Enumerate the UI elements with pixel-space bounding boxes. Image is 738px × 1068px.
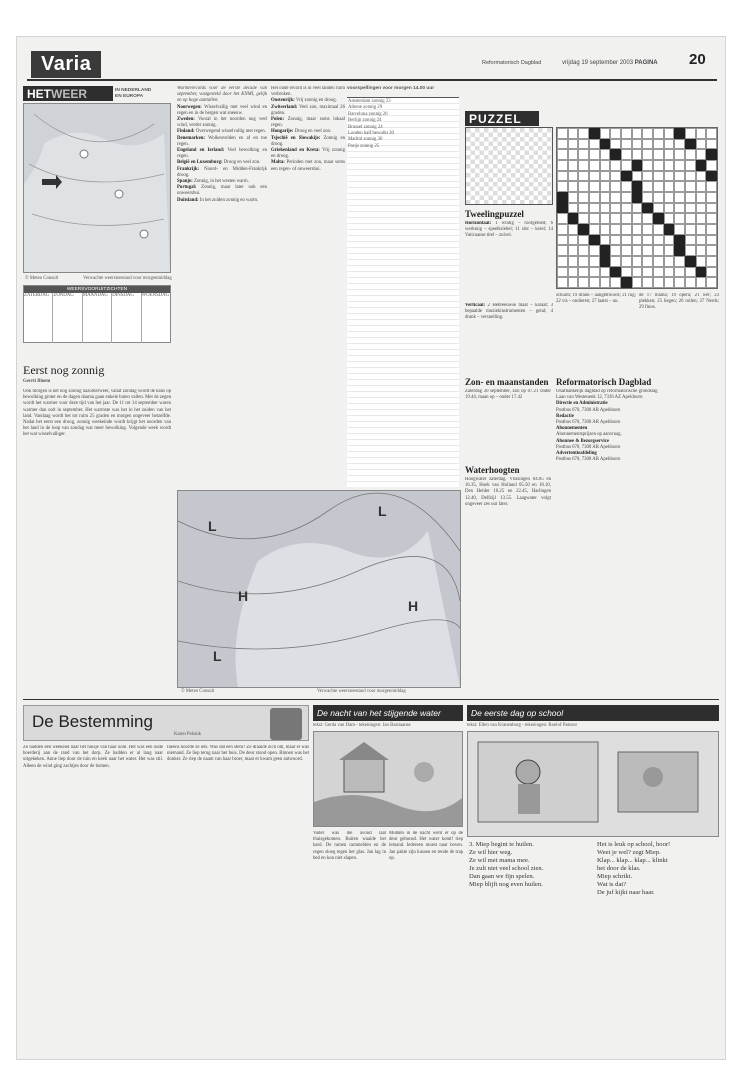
crossword-cell	[685, 160, 696, 171]
crossword-cell	[589, 245, 600, 256]
crossword-cell	[621, 160, 632, 171]
crossword-cell	[653, 224, 664, 235]
crossword-cell	[578, 171, 589, 182]
crossword-cell	[610, 181, 621, 192]
crossword-cell	[664, 181, 675, 192]
crossword-cell	[589, 267, 600, 278]
crossword-cell	[696, 267, 707, 278]
crossword-cell	[589, 149, 600, 160]
crossword-cell	[610, 149, 621, 160]
crossword-cell	[696, 235, 707, 246]
crossword-cell	[568, 160, 579, 171]
crossword-cell	[621, 235, 632, 246]
crossword-cell	[642, 192, 653, 203]
crossword-cell	[664, 256, 675, 267]
crossword-cell	[568, 149, 579, 160]
crossword-cell	[696, 245, 707, 256]
crossword-cell	[706, 267, 717, 278]
forecast-title: WEERSVOORUITZICHTEN	[24, 286, 170, 293]
crossword-cell	[600, 245, 611, 256]
crossword-cell	[696, 256, 707, 267]
crossword-cell	[653, 139, 664, 150]
section-title: Varia	[31, 51, 101, 78]
forecast-table	[23, 285, 171, 343]
crossword-cell	[578, 213, 589, 224]
crossword-cell	[685, 245, 696, 256]
crossword-cell	[600, 160, 611, 171]
crossword-cell	[696, 224, 707, 235]
weather-map-europe	[23, 103, 171, 273]
crossword-cell	[696, 277, 707, 288]
page-number: 20	[689, 51, 706, 68]
forecast-day: WOENSDAG	[141, 293, 170, 298]
crossword-cell	[706, 203, 717, 214]
table-row: Parijs zonnig 25	[348, 143, 380, 149]
city-temperature-table	[347, 97, 459, 487]
crossword-cell	[642, 181, 653, 192]
crossword-cell	[610, 128, 621, 139]
crossword-cell	[600, 192, 611, 203]
crossword-cell	[642, 277, 653, 288]
crossword-cell	[674, 203, 685, 214]
crossword-cell	[642, 171, 653, 182]
forecast-day: DINSDAG	[112, 293, 141, 343]
puzzle-decoration	[465, 127, 553, 205]
crossword-cell	[706, 245, 717, 256]
story-illustration	[313, 731, 463, 827]
crossword-cell	[578, 235, 589, 246]
crossword-cell	[706, 277, 717, 288]
crossword-cell	[664, 213, 675, 224]
crossword-cell	[589, 128, 600, 139]
crossword-cell	[557, 139, 568, 150]
crossword-cell	[621, 149, 632, 160]
crossword-cell	[632, 213, 643, 224]
crossword-cell	[706, 256, 717, 267]
crossword-cell	[610, 139, 621, 150]
pressure-map-caption: Verwachte weerstoestand voor morgenmiddag	[317, 689, 406, 694]
crossword-cell	[621, 213, 632, 224]
crossword-cell	[632, 192, 643, 203]
crossword-cell	[674, 192, 685, 203]
crossword-cell	[557, 149, 568, 160]
crossword-cell	[696, 192, 707, 203]
crossword-cell	[653, 203, 664, 214]
weather-map-caption: Verwachte weerstoestand voor morgenmiddag	[83, 276, 172, 281]
serial-body-col-1: Ze hadden een weekend naar het huisje van haar oom. Het was een oude boerderij aan de rand van het dorp. Ze hadden er al lang naar uitgekeken. Anne liep door de tuin en keek naar het water. Het was stil. Alleen de wind ging zachtjes door de bomen.	[23, 745, 163, 769]
weather-records-column: Warmterecords voor de eerste decade van september, vastgesteld door het KNMI, gelijk en op hoge aantallen. Noorwegen: Wisselvallig met veel wind en regen en in de bergen wat sneeuw. Zweden: Vooral in het noorden nog veel wind, verder zonnig. Finland: Overwegend wisselvallig met regen. Denemarken: Wolkenvelden en af en toe regen. Engeland en Ierland: Veel bewolking en regen. België en Luxemburg: Droog en veel zon. Frankrijk: Noord- en Midden-Frankrijk droog. Spanje: Zonnig, in het westen warm. Portugal: Zonnig, maar later ook een onweersbui. Duitsland: In het zuiden zonnig en warm.	[177, 86, 267, 203]
crossword-cell	[642, 224, 653, 235]
crossword-cell	[685, 235, 696, 246]
crossword-cell	[578, 256, 589, 267]
crossword-cell	[600, 203, 611, 214]
crossword-cell	[653, 128, 664, 139]
crossword-cell	[557, 245, 568, 256]
date-line: vrijdag 19 september 2003 PAGINA	[562, 60, 658, 66]
article-headline: Eerst nog zonnig	[23, 363, 105, 377]
crossword-cell	[557, 235, 568, 246]
crossword-cell	[589, 256, 600, 267]
crossword-cell	[557, 213, 568, 224]
crossword-cell	[696, 139, 707, 150]
crossword-cell	[674, 267, 685, 278]
crossword-cell	[632, 267, 643, 278]
crossword-cell	[685, 213, 696, 224]
crossword-cell	[600, 277, 611, 288]
crossword-cell	[664, 160, 675, 171]
crossword-cell	[610, 256, 621, 267]
crossword-cell	[642, 256, 653, 267]
story-banner: De nacht van het stijgende water	[313, 705, 463, 721]
crossword-cell	[621, 181, 632, 192]
crossword-cell	[621, 267, 632, 278]
crossword-cell	[621, 256, 632, 267]
crossword-cell	[578, 149, 589, 160]
crossword-cell	[664, 192, 675, 203]
crossword-cell	[632, 128, 643, 139]
crossword-cell	[674, 213, 685, 224]
weather-pressure-map	[177, 490, 461, 688]
crossword-cell	[578, 128, 589, 139]
crossword-cell	[600, 139, 611, 150]
forecast-day: MAANDAG	[83, 293, 112, 343]
water-levels-title: Waterhoogten	[465, 465, 520, 475]
crossword-cell	[610, 160, 621, 171]
crossword-cell	[557, 171, 568, 182]
poem-col-1: 3. Miep begint te huilen. Ze wil hier weg. Ze wil met mama mee. Je zult niet veel school zien. Dan gaan we fijn spelen. Miep blijft nog even huilen.	[469, 841, 544, 888]
crossword-cell	[578, 224, 589, 235]
crossword-cell	[578, 267, 589, 278]
puzzle-vertical-clues: Verticaal: 2 Hebreeuwse maat – karaat; 3 bepaalde muziekinstrumenten – getal; 4 drank – versnelling.	[465, 303, 553, 321]
crossword-cell	[568, 139, 579, 150]
crossword-cell	[696, 160, 707, 171]
crossword-cell	[568, 213, 579, 224]
crossword-cell	[685, 128, 696, 139]
pressure-label: L	[208, 518, 217, 534]
crossword-cell	[610, 235, 621, 246]
crossword-cell	[557, 181, 568, 192]
crossword-cell	[664, 171, 675, 182]
crossword-cell	[578, 139, 589, 150]
puzzle-clues-cont-2: de 17 mama; 19 opera; 21 wet; 23 plekken; 25 liegen; 26 rollen; 27 Nerds; 29 finns.	[639, 293, 719, 311]
crossword-cell	[685, 171, 696, 182]
colophon-body: Onafhankelijk dagblad op reformatorische grondslag Laan van Westenenk 12, 7336 AZ Apeldoorn Directie en Administratie Postbus 670, 7300 AR Apeldoorn Redactie Postbus 670, 7300 AR Apeldoorn Abonnementen Abonnementsprijzen op aanvraag. Abonnee & Bezorgservice Postbus 670, 7300 AR Apeldoorn Advertentieafdeling Postbus 670, 7300 AR Apeldoorn	[556, 389, 658, 463]
crossword-cell	[674, 139, 685, 150]
crossword-cell	[632, 277, 643, 288]
comic-banner: De eerste dag op school	[467, 705, 719, 721]
crossword-cell	[568, 181, 579, 192]
crossword-cell	[685, 192, 696, 203]
crossword-cell	[568, 256, 579, 267]
crossword-cell	[632, 149, 643, 160]
crossword-cell	[664, 128, 675, 139]
crossword-cell	[578, 192, 589, 203]
crossword-cell	[632, 245, 643, 256]
crossword-cell	[642, 245, 653, 256]
serial-title: De Bestemming	[32, 712, 153, 731]
crossword-cell	[653, 277, 664, 288]
crossword-cell	[664, 277, 675, 288]
crossword-cell	[674, 181, 685, 192]
pressure-label: L	[378, 503, 387, 519]
crossword-cell	[589, 192, 600, 203]
crossword-cell	[557, 192, 568, 203]
crossword-cell	[653, 160, 664, 171]
crossword-cell	[632, 235, 643, 246]
crossword-cell	[589, 181, 600, 192]
crossword-cell	[664, 139, 675, 150]
crossword-cell	[589, 235, 600, 246]
crossword-cell	[685, 224, 696, 235]
crossword-cell	[685, 277, 696, 288]
crossword-cell	[674, 256, 685, 267]
crossword-cell	[568, 128, 579, 139]
crossword-cell	[642, 267, 653, 278]
crossword-cell	[621, 245, 632, 256]
crossword-cell	[557, 224, 568, 235]
crossword-cell	[685, 149, 696, 160]
crossword-cell	[610, 224, 621, 235]
crossword-cell	[589, 224, 600, 235]
crossword-cell	[632, 224, 643, 235]
crossword-cell	[653, 192, 664, 203]
weather-map-credit: © Meteo Consult	[25, 276, 59, 281]
crossword-cell	[600, 128, 611, 139]
crossword-cell	[685, 203, 696, 214]
table-row: Amsterdam zonnig 23	[348, 99, 391, 104]
crossword-cell	[696, 171, 707, 182]
crossword-cell	[674, 171, 685, 182]
weather-records-column-2: Het oude record is in veel landen ruim verbroken. Oostenrijk: Vrij zonnig en droog. Zwitserland: Veel zon, maximaal 26 graden. Polen: Zonnig, maar soms lokaal regen. Hongarije: Droog en veel zon. Tsjechië en Slowakije: Zonnig en droog. Griekenland en Kreta: Vrij zonnig en droog. Malta: Perioden met zon, maar soms een regen- of onweersbui.	[271, 86, 345, 172]
section-divider	[23, 699, 719, 700]
pressure-label: H	[408, 598, 419, 614]
crossword-cell	[610, 171, 621, 182]
crossword-cell	[685, 139, 696, 150]
crossword-cell	[568, 267, 579, 278]
crossword-cell	[632, 203, 643, 214]
crossword-cell	[589, 139, 600, 150]
crossword-cell	[706, 181, 717, 192]
crossword-cell	[696, 213, 707, 224]
serial-banner	[23, 705, 309, 741]
weather-subtitle: IN NEDERLAND EN EUROPA	[115, 88, 152, 100]
crossword-cell	[589, 277, 600, 288]
crossword-cell	[589, 203, 600, 214]
city-table-title: voorspellingen voor morgen 14.00 uur	[347, 86, 435, 91]
crossword-cell	[557, 128, 568, 139]
crossword-cell	[600, 181, 611, 192]
crossword-grid	[556, 127, 718, 289]
pressure-label: H	[238, 588, 249, 604]
newspaper-name: Reformatorisch Dagblad	[482, 60, 542, 66]
table-row: Berlijn zonnig 24	[348, 118, 382, 124]
city-table-rows	[347, 98, 459, 151]
crossword-cell	[664, 245, 675, 256]
story-credits: tekst: Gerda van Dam - tekeningen: Jan Bastiaanse	[313, 723, 411, 728]
crossword-cell	[568, 203, 579, 214]
crossword-cell	[674, 245, 685, 256]
crossword-cell	[578, 181, 589, 192]
crossword-cell	[557, 160, 568, 171]
crossword-cell	[578, 203, 589, 214]
crossword-cell	[642, 235, 653, 246]
crossword-cell	[578, 245, 589, 256]
crossword-cell	[632, 160, 643, 171]
crossword-cell	[610, 213, 621, 224]
crossword-cell	[706, 213, 717, 224]
crossword-cell	[696, 181, 707, 192]
crossword-cell	[674, 128, 685, 139]
crossword-cell	[664, 267, 675, 278]
crossword-cell	[642, 139, 653, 150]
crossword-cell	[568, 245, 579, 256]
serial-author: Karen Pelsink	[174, 732, 202, 737]
crossword-cell	[696, 149, 707, 160]
crossword-cell	[568, 235, 579, 246]
colophon-title: Reformatorisch Dagblad	[556, 377, 652, 387]
story-body-col-2: Midden in de nacht werd er op de deur gebonsd. Het water komt! riep iemand. Iedereen moest naar boven. Jan pakte zijn kussen en rende de trap op.	[389, 831, 463, 861]
crossword-cell	[610, 203, 621, 214]
crossword-cell	[621, 128, 632, 139]
sun-moon-body: Zaterdag 20 september, zon op 07.21 onder 19.44, maan op – onder 17.42	[465, 389, 551, 401]
crossword-cell	[653, 235, 664, 246]
crossword-cell	[600, 267, 611, 278]
crossword-cell	[621, 192, 632, 203]
crossword-cell	[600, 149, 611, 160]
crossword-cell	[600, 224, 611, 235]
crossword-cell	[621, 277, 632, 288]
weather-logo: HETWEER	[23, 86, 113, 101]
crossword-cell	[685, 267, 696, 278]
water-levels-body: Hoogwater zaterdag. Vlissingen 04.05 en 16.35, Hoek van Holland 05.50 en 18.10, Den Helder 10.25 en 22.45, Harlingen 12.40, Delfzijl 13.55. Laagwater volgt ongeveer zes uur later.	[465, 477, 551, 507]
crossword-cell	[696, 128, 707, 139]
crossword-cell	[600, 256, 611, 267]
article-author: Gerrit Bloem	[23, 379, 51, 384]
crossword-cell	[664, 224, 675, 235]
crossword-cell	[578, 277, 589, 288]
newspaper-page	[16, 36, 726, 1060]
crossword-cell	[653, 256, 664, 267]
crossword-cell	[664, 235, 675, 246]
pressure-map-credit: © Meteo Consult	[181, 689, 215, 694]
crossword-cell	[610, 192, 621, 203]
table-row: Brussel zonnig 24	[348, 124, 383, 130]
crossword-cell	[653, 213, 664, 224]
crossword-cell	[589, 213, 600, 224]
crossword-cell	[600, 213, 611, 224]
crossword-cell	[578, 160, 589, 171]
crossword-cell	[557, 203, 568, 214]
crossword-cell	[632, 171, 643, 182]
crossword-cell	[589, 171, 600, 182]
crossword-cell	[610, 277, 621, 288]
crossword-cell	[568, 224, 579, 235]
crossword-cell	[706, 224, 717, 235]
crossword-cell	[706, 171, 717, 182]
crossword-cell	[557, 277, 568, 288]
crossword-cell	[589, 160, 600, 171]
poem-col-2: Het is leuk op school, hoor! Weet je wel? zegt Miep. Klap... klap... klap... klinkt het door de klas. Miep schrikt. Wat is dat? De juf kijkt naar haar.	[597, 841, 671, 896]
crossword-cell	[706, 139, 717, 150]
crossword-cell	[653, 149, 664, 160]
forecast-day: ZATERDAG	[24, 293, 53, 343]
story-body-col-1: Vader was die avond laat thuisgekomen. Buiten waaide het hard. De ramen rammelden en de regen sloeg tegen het glas. Jan lag in bed en kon niet slapen.	[313, 831, 386, 861]
crossword-cell	[642, 149, 653, 160]
crossword-cell	[642, 203, 653, 214]
crossword-cell	[685, 181, 696, 192]
crossword-cell	[674, 149, 685, 160]
crossword-cell	[706, 235, 717, 246]
table-row: Londen half bewolkt 20	[348, 131, 394, 137]
forecast-day: ZONDAG	[53, 293, 82, 343]
crossword-cell	[653, 245, 664, 256]
crossword-cell	[653, 267, 664, 278]
crossword-cell	[696, 203, 707, 214]
crossword-cell	[557, 267, 568, 278]
crossword-cell	[621, 203, 632, 214]
crossword-cell	[600, 235, 611, 246]
crossword-cell	[632, 256, 643, 267]
sun-moon-title: Zon- en maanstanden	[465, 377, 549, 387]
crossword-cell	[568, 171, 579, 182]
crossword-cell	[621, 224, 632, 235]
crossword-cell	[621, 139, 632, 150]
comic-illustration	[467, 731, 719, 837]
table-row: Barcelona zonnig 26	[348, 111, 388, 117]
puzzle-logo: PUZZEL	[465, 111, 539, 126]
serial-body-col-2: Ineens hoorde ze iets. Was dat een stem? Ze draaide zich om, maar er was niemand. Ze liep terug naar het huis. De deur stond open. Binnen was het donker. Ze riep de naam van haar broer, maar er kwam geen antwoord.	[167, 745, 309, 763]
pressure-label: L	[213, 648, 222, 664]
crossword-cell	[600, 171, 611, 182]
crossword-cell	[568, 277, 579, 288]
crossword-cell	[610, 245, 621, 256]
crossword-cell	[621, 171, 632, 182]
puzzle-horizontal-clues: Horizontaal: 1 wintig – roofgebied; 6 werktuig – speelkriebel; 11 slot – kerel; 14 Vaticaanse titel – zuivel.	[465, 221, 553, 239]
crossword-cell	[706, 160, 717, 171]
author-photo	[270, 708, 302, 740]
crossword-cell	[674, 277, 685, 288]
crossword-cell	[674, 160, 685, 171]
crossword-cell	[653, 181, 664, 192]
table-row: Athene zonnig 29	[348, 105, 383, 111]
table-row: Madrid zonnig 30	[348, 137, 383, 143]
crossword-cell	[632, 139, 643, 150]
crossword-cell	[632, 181, 643, 192]
article-body: Ook morgen is het nog zonnig nazomerweer, vanaf zondag wordt de kans op bewolking groter en de dagen daarna gaan enkele buien vallen. Met de zegen wordt het warmer voor deze tijd van het jaar. De 11 tot 14 september waren warmer dan ooit in september. Het warmste was het in het zuiden van het land. Vandaag wordt het tot ruim 25 graden en morgen ongeveer hetzelfde. Nadat het eerst een droog, zonnig weekeinde wordt krijgt het noorden van het land in de loop van zondag wat meer bewolking. Volgende week wordt het wat wisselvalliger.	[23, 389, 171, 438]
crossword-cell	[610, 267, 621, 278]
crossword-cell	[706, 149, 717, 160]
crossword-cell	[685, 256, 696, 267]
puzzle-clues-cont: schuim; 19 drank – aangetrouwd; 21 rug; 22 vis – ondieren; 27 laatst – nu.	[556, 293, 636, 305]
crossword-cell	[664, 203, 675, 214]
puzzle-title: Tweelingpuzzel	[465, 209, 524, 219]
crossword-cell	[674, 235, 685, 246]
crossword-cell	[674, 224, 685, 235]
crossword-cell	[706, 192, 717, 203]
crossword-cell	[642, 160, 653, 171]
crossword-cell	[642, 128, 653, 139]
crossword-cell	[568, 192, 579, 203]
crossword-cell	[653, 171, 664, 182]
crossword-cell	[642, 213, 653, 224]
header-rule	[27, 79, 717, 81]
crossword-cell	[706, 128, 717, 139]
comic-credits: tekst: Ellen van Kranenburg - tekeningen: Roelof Pastoor	[467, 723, 578, 728]
crossword-cell	[557, 256, 568, 267]
crossword-cell	[664, 149, 675, 160]
